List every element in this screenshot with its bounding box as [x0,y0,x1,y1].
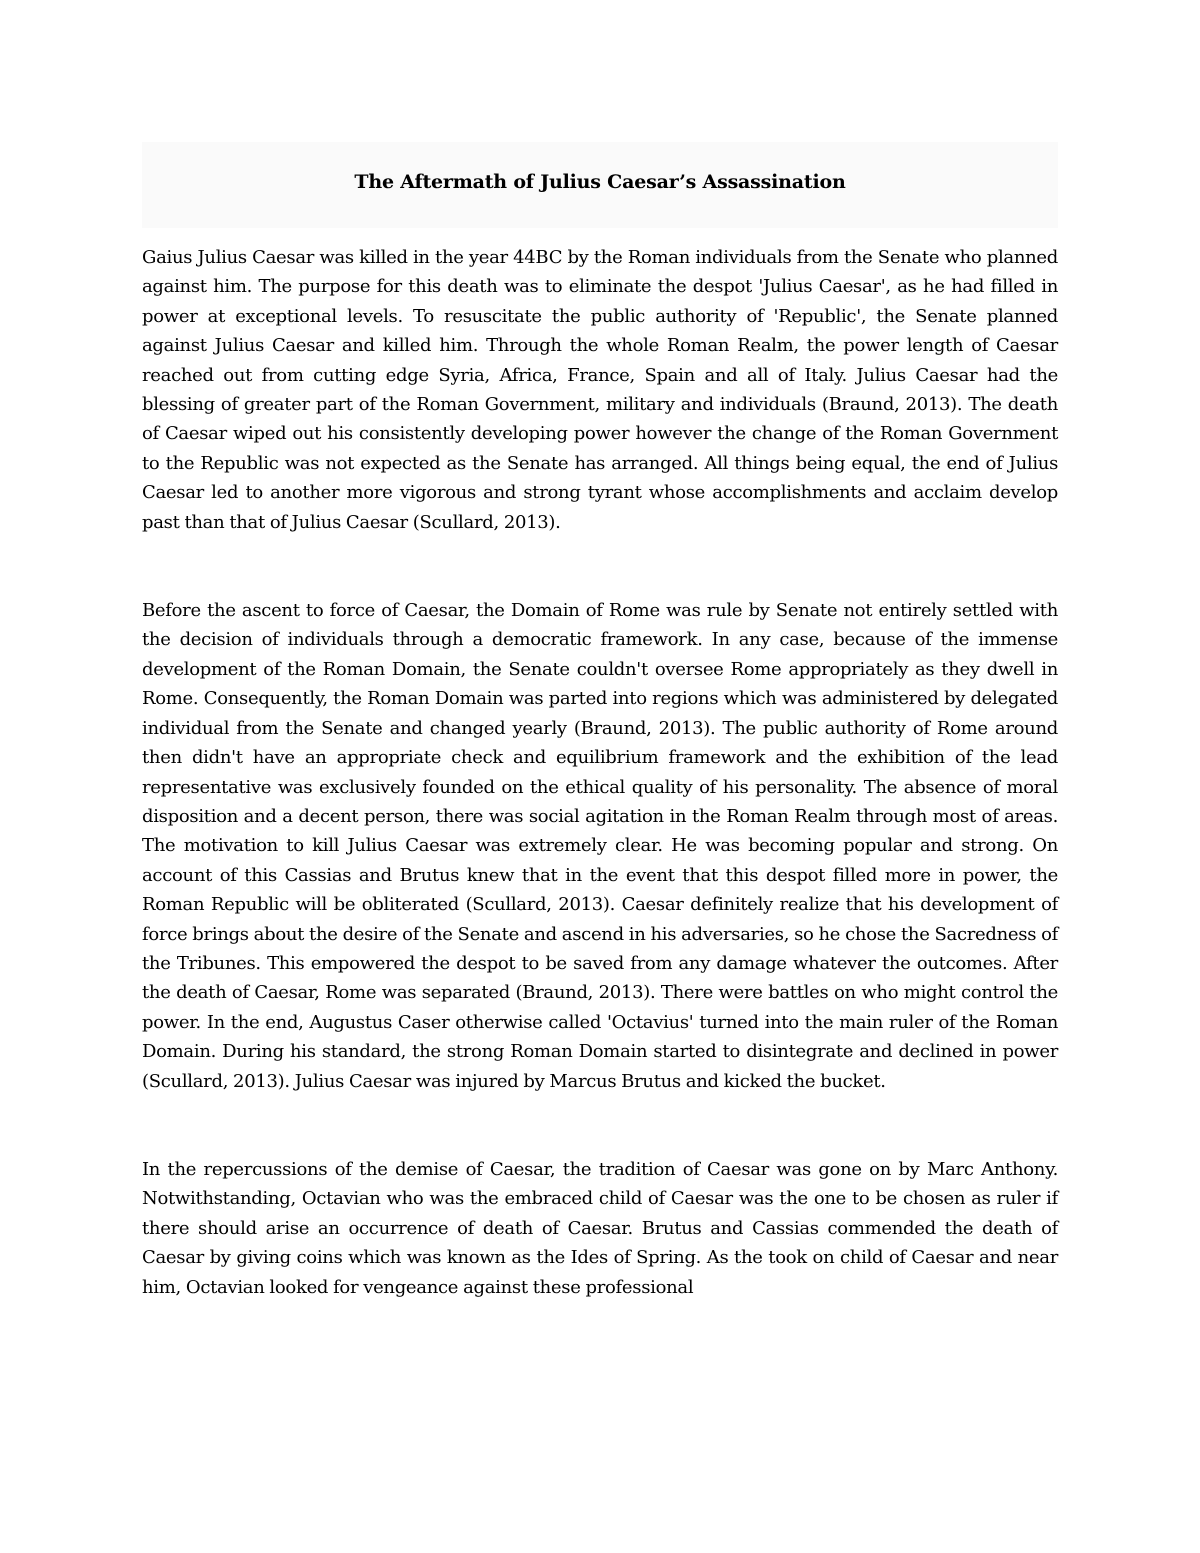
paragraph-1: Gaius Julius Caesar was killed in the year 44BC by the Roman individuals from the Senate who planned against him. The purpose for this death was to eliminate the despot 'Julius Caesar', as he had filled in power at exceptional levels. To resuscitate the public authority of 'Republic', the Senate planned against Julius Caesar and killed him. Through the whole Roman Realm, the power length of Caesar reached out from cutting edge Syria, Africa, France, Spain and all of Italy. Julius Caesar had the blessing of greater part of the Roman Government, military and individuals (Braund, 2013). The death of Caesar wiped out his consistently developing power however the change of the Roman Government to the Republic was not expected as the Senate has arranged. All things being equal, the end of Julius Caesar led to another more vigorous and strong tyrant whose accomplishments and acclaim develop past than that of Julius Caesar (Scullard, 2013). [142,247,1058,533]
document-title: The Aftermath of Julius Caesar’s Assassination [354,171,846,193]
paragraph-3: In the repercussions of the demise of Caesar, the tradition of Caesar was gone on by Marc Anthony. Notwithstanding, Octavian who was the embraced child of Caesar was the one to be chosen as ruler if there should arise an occurrence of death of Caesar. Brutus and Cassias commended the death of Caesar by giving coins which was known as the Ides of Spring. As the took on child of Caesar and near him, Octavian looked for vengeance against these professional [142,1158,1058,1298]
paragraph-2: Before the ascent to force of Caesar, the Domain of Rome was rule by Senate not entirely settled with the decision of individuals through a democratic framework. In any case, because of the immense development of the Roman Domain, the Senate couldn't oversee Rome appropriately as they dwell in Rome. Consequently, the Roman Domain was parted into regions which was administered by delegated individual from the Senate and changed yearly (Braund, 2013). The public authority of Rome around then didn't have an appropriate check and equilibrium framework and the exhibition of the lead representative was exclusively founded on the ethical quality of his personality. The absence of moral disposition and a decent person, there was social agitation in the Roman Realm through most of areas. The motivation to kill Julius Caesar was extremely clear. He was becoming popular and strong. On account of this Cassias and Brutus knew that in the event that this despot filled more in power, the Roman Republic will be obliterated (Scullard, 2013). Caesar definitely realize that his development of force brings about the desire of the Senate and ascend in his adversaries, so he chose the Sacredness of the Tribunes. This empowered the despot to be saved from any damage whatever the outcomes. After the death of Caesar, Rome was separated (Braund, 2013). There were battles on who might control the power. In the end, Augustus Caser otherwise called 'Octavius' turned into the main ruler of the Roman Domain. During his standard, the strong Roman Domain started to disintegrate and declined in power (Scullard, 2013). Julius Caesar was injured by Marcus Brutus and kicked the bucket. [142,600,1058,1092]
document-body [142,243,1058,1361]
